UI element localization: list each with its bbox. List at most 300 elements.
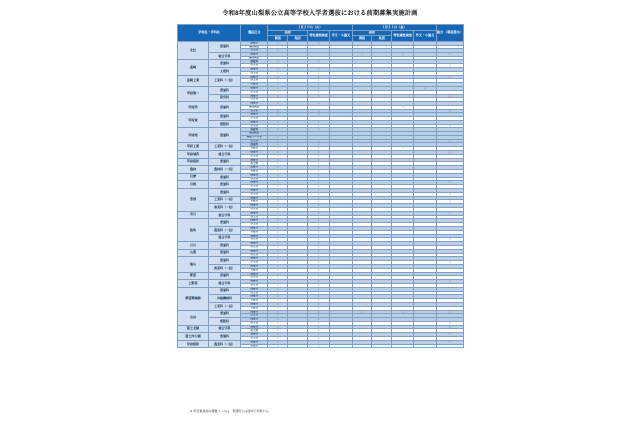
circle-icon: ○ bbox=[276, 67, 279, 72]
course-name-cell: 普通科 bbox=[208, 128, 240, 143]
selection-method-cell: 面接等 bbox=[241, 310, 268, 314]
circle-icon: ○ bbox=[276, 302, 279, 306]
circle-icon: ○ bbox=[276, 124, 279, 128]
selection-method-cell: 作文等 bbox=[241, 329, 268, 333]
circle-icon: ○ bbox=[317, 82, 320, 87]
circle-icon: ○ bbox=[317, 249, 320, 253]
selection-method-cell: 面接等 bbox=[241, 120, 268, 124]
school-name-cell: 山梨 bbox=[178, 249, 209, 257]
header-individual-2: 個別 bbox=[352, 36, 372, 42]
circle-icon: ○ bbox=[276, 71, 279, 75]
circle-icon: ○ bbox=[317, 173, 320, 177]
circle-icon: ○ bbox=[317, 188, 320, 192]
circle-icon: ○ bbox=[317, 302, 320, 306]
circle-icon: ○ bbox=[276, 245, 279, 249]
selection-method-cell: 適性検査 bbox=[241, 132, 268, 136]
mark-cell-empty bbox=[372, 344, 392, 348]
course-name-cell: 文理科 bbox=[208, 68, 240, 76]
school-name-cell: 富士北稜 bbox=[178, 325, 209, 333]
circle-icon: ○ bbox=[448, 321, 451, 325]
selection-method-cell: 実技等 bbox=[241, 344, 268, 348]
circle-icon: ○ bbox=[317, 75, 320, 79]
circle-icon: ○ bbox=[317, 101, 320, 106]
selection-method-cell: 面接等 bbox=[241, 166, 268, 170]
mark-cell-empty bbox=[414, 344, 436, 348]
circle-icon: ○ bbox=[276, 158, 279, 162]
selection-method-cell: 理数コース等 bbox=[241, 135, 268, 139]
school-name-cell: 韮崎 bbox=[178, 60, 209, 75]
school-name-cell: 都留 bbox=[178, 272, 209, 280]
selection-method-cell: 作文等 bbox=[241, 276, 268, 280]
selection-method-cell: 面接等 bbox=[241, 302, 268, 306]
header-interview-1: 面接 bbox=[268, 30, 308, 36]
course-name-cell: 理数科 bbox=[208, 318, 240, 326]
selection-method-cell: 面接等 bbox=[241, 189, 268, 193]
circle-icon: ○ bbox=[276, 78, 279, 83]
circle-icon: ○ bbox=[317, 306, 320, 310]
circle-icon: ○ bbox=[276, 135, 279, 139]
selection-method-cell: 面接等 bbox=[241, 143, 268, 147]
circle-icon: ○ bbox=[276, 180, 279, 185]
selection-method-cell: 作文等 bbox=[241, 117, 268, 121]
circle-icon: ○ bbox=[448, 260, 451, 265]
circle-icon: ○ bbox=[276, 306, 279, 310]
circle-icon: ○ bbox=[276, 226, 279, 230]
circle-icon: ○ bbox=[317, 165, 320, 170]
circle-icon: ○ bbox=[276, 275, 279, 280]
circle-icon: ○ bbox=[276, 184, 279, 189]
circle-icon: ○ bbox=[317, 177, 320, 181]
circle-icon: ○ bbox=[317, 203, 320, 208]
circle-icon: ○ bbox=[317, 336, 320, 341]
circle-icon: ○ bbox=[448, 75, 451, 79]
selection-method-cell: 面接等 bbox=[241, 94, 268, 98]
selection-method-cell: 作文等 bbox=[241, 177, 268, 181]
course-name-cell: 普通科 bbox=[208, 87, 240, 95]
circle-icon: ○ bbox=[276, 173, 279, 177]
circle-icon: ○ bbox=[276, 336, 279, 341]
course-name-cell: 商業科（一括） bbox=[208, 204, 240, 212]
selection-method-cell: 面接等 bbox=[241, 102, 268, 106]
selection-method-cell: 面接等 bbox=[241, 287, 268, 291]
circle-icon: ○ bbox=[276, 268, 279, 272]
circle-icon: ○ bbox=[448, 310, 451, 314]
circle-icon: ○ bbox=[276, 41, 279, 45]
selection-method-cell: 作文等 bbox=[241, 223, 268, 227]
circle-icon: ○ bbox=[448, 150, 451, 155]
circle-icon: ○ bbox=[276, 120, 279, 124]
circle-icon: ○ bbox=[448, 325, 451, 329]
circle-icon: ○ bbox=[448, 199, 451, 204]
course-name-cell: 普通科 bbox=[208, 181, 240, 189]
course-name-cell: 普通科 bbox=[208, 219, 240, 227]
selection-method-cell: 面接等 bbox=[241, 128, 268, 132]
mark-cell-empty bbox=[436, 344, 463, 348]
selection-method-cell: 面接等 bbox=[241, 325, 268, 329]
selection-method-cell: 面接等 bbox=[241, 113, 268, 117]
mark-cell-circle bbox=[268, 344, 288, 348]
circle-icon: ○ bbox=[276, 207, 279, 211]
circle-icon: ○ bbox=[317, 313, 320, 318]
school-name-cell: 甲府南 bbox=[178, 128, 209, 143]
circle-icon: ○ bbox=[317, 275, 320, 280]
course-name-cell: 普通科 bbox=[208, 102, 240, 113]
selection-method-cell: 作文等 bbox=[241, 337, 268, 341]
course-name-cell: 普通科 bbox=[208, 189, 240, 197]
circle-icon: ○ bbox=[317, 328, 320, 333]
circle-icon: ○ bbox=[276, 287, 279, 291]
circle-icon: ○ bbox=[276, 203, 279, 208]
selection-method-cell: 面接等 bbox=[241, 87, 268, 91]
circle-icon: ○ bbox=[317, 71, 320, 75]
mark-cell-circle bbox=[307, 344, 329, 348]
header-overall: 総合 （事前提出） bbox=[436, 25, 463, 42]
selection-method-cell: 実技等 bbox=[241, 170, 268, 174]
course-name-cell: 普通科 bbox=[208, 287, 240, 295]
circle-icon: ○ bbox=[317, 298, 320, 303]
selection-method-cell: 面接等 bbox=[241, 211, 268, 215]
circle-icon: ○ bbox=[317, 340, 320, 344]
circle-icon: ○ bbox=[317, 146, 320, 151]
selection-method-cell: 作文等 bbox=[241, 64, 268, 68]
circle-icon: ○ bbox=[276, 165, 279, 170]
circle-icon: ○ bbox=[317, 283, 320, 287]
circle-icon: ○ bbox=[317, 67, 320, 72]
selection-method-cell: 作文等 bbox=[241, 291, 268, 295]
selection-method-cell: 実技等 bbox=[241, 268, 268, 272]
selection-method-cell: 作文等 bbox=[241, 71, 268, 75]
circle-icon: ○ bbox=[317, 325, 320, 329]
header-school-name: 学校名・学科名 bbox=[178, 25, 241, 42]
school-name-cell: 笛吹 bbox=[178, 219, 209, 242]
header-date-group-1: １月２０日（火） bbox=[268, 25, 352, 31]
course-name-cell: 総合学科 bbox=[208, 325, 240, 333]
circle-icon: ○ bbox=[317, 124, 320, 128]
circle-icon: ○ bbox=[276, 332, 279, 337]
circle-icon: ○ bbox=[448, 180, 451, 185]
school-name-cell: 青洲 bbox=[178, 189, 209, 212]
selection-method-cell: 面接等 bbox=[241, 158, 268, 162]
circle-icon: ○ bbox=[276, 86, 279, 90]
course-name-cell: 普通科 bbox=[208, 310, 240, 318]
selection-method-cell: 作文等 bbox=[241, 90, 268, 94]
circle-icon: ○ bbox=[276, 75, 279, 79]
selection-method-cell: 適性検査 bbox=[241, 105, 268, 109]
circle-icon: ○ bbox=[401, 310, 404, 314]
circle-icon: ○ bbox=[276, 199, 279, 204]
selection-method-cell: 面接等 bbox=[241, 181, 268, 185]
circle-icon: ○ bbox=[276, 222, 279, 227]
school-name-cell: 市川 bbox=[178, 211, 209, 219]
admission-plan-table bbox=[177, 24, 464, 348]
circle-icon: ○ bbox=[276, 90, 279, 94]
circle-icon: ○ bbox=[448, 109, 451, 113]
header-selection-section: 選抜区分 bbox=[241, 25, 268, 42]
circle-icon: ○ bbox=[317, 158, 320, 162]
course-name-cell: 普通科 bbox=[208, 249, 240, 257]
mark-cell-empty bbox=[330, 344, 352, 348]
selection-method-cell: 作文等 bbox=[241, 314, 268, 318]
course-name-cell: 総合学科 bbox=[208, 53, 240, 60]
circle-icon: ○ bbox=[401, 52, 404, 56]
course-name-cell: 農業科（一括） bbox=[208, 226, 240, 234]
circle-icon: ○ bbox=[317, 196, 320, 200]
course-name-cell: 再建機械科 bbox=[208, 295, 240, 303]
circle-icon: ○ bbox=[276, 328, 279, 333]
circle-icon: ○ bbox=[276, 82, 279, 87]
circle-icon: ○ bbox=[276, 325, 279, 329]
circle-icon: ○ bbox=[317, 90, 320, 94]
school-name-cell: 北杜 bbox=[178, 41, 209, 60]
circle-icon: ○ bbox=[276, 59, 279, 64]
selection-method-cell: 作文等 bbox=[241, 261, 268, 265]
circle-icon: ○ bbox=[276, 169, 279, 174]
circle-icon: ○ bbox=[276, 127, 279, 132]
selection-method-cell: 作文等 bbox=[241, 124, 268, 128]
school-name-cell: 甲府昭和 bbox=[178, 158, 209, 166]
circle-icon: ○ bbox=[317, 59, 320, 64]
table-footnote: ※ 甲府東高校の理数コースは、普通科とは別枠で実施する。 bbox=[190, 409, 272, 413]
header-essay-1: 作文・小論文 bbox=[330, 30, 352, 41]
course-name-cell: 普通科 bbox=[208, 41, 240, 52]
circle-icon: ○ bbox=[276, 283, 279, 287]
selection-method-cell: 作文等 bbox=[241, 98, 268, 102]
course-name-cell: 普通科 bbox=[208, 257, 240, 265]
circle-icon: ○ bbox=[276, 253, 279, 257]
circle-icon: ○ bbox=[317, 207, 320, 211]
selection-method-cell: 面接等 bbox=[241, 272, 268, 276]
header-interview-2: 面接 bbox=[352, 30, 392, 36]
selection-method-cell: 実技等 bbox=[241, 306, 268, 310]
selection-method-cell: 適性検査 bbox=[241, 56, 268, 60]
circle-icon: ○ bbox=[276, 48, 279, 53]
circle-icon: ○ bbox=[276, 188, 279, 192]
selection-method-cell: 面接等 bbox=[241, 264, 268, 268]
school-name-cell: 吉田 bbox=[178, 310, 209, 325]
circle-icon: ○ bbox=[276, 161, 279, 166]
selection-method-cell: 面接等 bbox=[241, 151, 268, 155]
circle-icon: ○ bbox=[276, 215, 279, 219]
school-name-cell: 日川 bbox=[178, 242, 209, 250]
selection-method-cell: 作文等 bbox=[241, 321, 268, 325]
circle-icon: ○ bbox=[448, 52, 451, 56]
circle-icon: ○ bbox=[276, 101, 279, 106]
course-name-cell: 農業科（一括） bbox=[208, 340, 240, 348]
circle-icon: ○ bbox=[276, 234, 279, 238]
circle-icon: ○ bbox=[317, 211, 320, 215]
school-name-cell: 上野原 bbox=[178, 280, 209, 288]
circle-icon: ○ bbox=[276, 142, 279, 147]
selection-method-cell: 面接等 bbox=[241, 68, 268, 72]
selection-method-cell: 適性検査 bbox=[241, 45, 268, 49]
circle-icon: ○ bbox=[317, 184, 320, 189]
plan-table-container bbox=[177, 24, 464, 348]
circle-icon: ○ bbox=[276, 249, 279, 253]
mark-cell-empty bbox=[392, 344, 414, 348]
selection-method-cell: 作文等 bbox=[241, 283, 268, 287]
circle-icon: ○ bbox=[317, 199, 320, 204]
circle-icon: ○ bbox=[317, 226, 320, 230]
selection-method-cell: 面接等 bbox=[241, 257, 268, 261]
circle-icon: ○ bbox=[276, 237, 279, 242]
circle-icon: ○ bbox=[448, 279, 451, 284]
circle-icon: ○ bbox=[276, 272, 279, 276]
circle-icon: ○ bbox=[317, 291, 320, 295]
selection-method-cell: 実技等 bbox=[241, 230, 268, 234]
selection-method-cell: 面接等 bbox=[241, 75, 268, 79]
circle-icon: ○ bbox=[276, 310, 279, 314]
circle-icon: ○ bbox=[448, 211, 451, 215]
circle-icon: ○ bbox=[448, 237, 451, 242]
school-name-cell: 甲府西 bbox=[178, 102, 209, 113]
circle-icon: ○ bbox=[317, 112, 320, 117]
circle-icon: ○ bbox=[317, 169, 320, 174]
selection-method-cell: 作文等 bbox=[241, 207, 268, 211]
selection-method-cell: 面接等 bbox=[241, 219, 268, 223]
selection-method-cell: 実技等 bbox=[241, 83, 268, 87]
selection-method-cell: 作文等 bbox=[241, 215, 268, 219]
selection-method-cell: 面接等 bbox=[241, 280, 268, 284]
school-name-cell: 巨摩 bbox=[178, 173, 209, 181]
circle-icon: ○ bbox=[317, 94, 320, 98]
circle-icon: ○ bbox=[317, 192, 320, 196]
circle-icon: ○ bbox=[276, 264, 279, 268]
course-name-cell: 総合学科 bbox=[208, 151, 240, 159]
selection-method-cell: 作文等 bbox=[241, 162, 268, 166]
selection-method-cell: 実技等 bbox=[241, 147, 268, 151]
circle-icon: ○ bbox=[317, 127, 320, 132]
circle-icon: ○ bbox=[401, 146, 404, 151]
circle-icon: ○ bbox=[317, 215, 320, 219]
selection-method-cell: 面接等 bbox=[241, 249, 268, 253]
circle-icon: ○ bbox=[317, 264, 320, 268]
selection-method-cell: 作文等 bbox=[241, 154, 268, 158]
table-body bbox=[178, 41, 464, 348]
circle-icon: ○ bbox=[317, 230, 320, 234]
circle-icon: ○ bbox=[317, 279, 320, 284]
course-name-cell: 総合学科 bbox=[208, 234, 240, 242]
circle-icon: ○ bbox=[317, 109, 320, 113]
header-group-2: 集団 bbox=[372, 36, 392, 42]
course-name-cell: 普通科 bbox=[208, 60, 240, 68]
selection-method-cell: 作文等 bbox=[241, 253, 268, 257]
school-name-cell: 都留興譲館 bbox=[178, 287, 209, 310]
circle-icon: ○ bbox=[276, 256, 279, 261]
course-name-cell: 工業科（一括） bbox=[208, 302, 240, 310]
selection-method-cell: 面接等 bbox=[241, 234, 268, 238]
circle-icon: ○ bbox=[317, 142, 320, 147]
circle-icon: ○ bbox=[276, 344, 279, 348]
circle-icon: ○ bbox=[317, 253, 320, 257]
circle-icon: ○ bbox=[317, 154, 320, 158]
circle-icon: ○ bbox=[276, 291, 279, 295]
circle-icon: ○ bbox=[276, 154, 279, 158]
circle-icon: ○ bbox=[276, 230, 279, 234]
course-name-cell: 商業科（一括） bbox=[208, 264, 240, 272]
circle-icon: ○ bbox=[276, 218, 279, 223]
header-date-group-2: １月２１日（金） bbox=[352, 25, 436, 31]
circle-icon: ○ bbox=[317, 287, 320, 291]
circle-icon: ○ bbox=[317, 237, 320, 242]
circle-icon: ○ bbox=[448, 340, 451, 344]
circle-icon: ○ bbox=[317, 139, 320, 143]
header-aptitude-1: 特色適性検査 bbox=[307, 30, 329, 41]
course-name-cell: 普通科 bbox=[208, 242, 240, 250]
circle-icon: ○ bbox=[317, 268, 320, 272]
course-name-cell: 農林科（一括） bbox=[208, 166, 240, 174]
course-name-cell: 普通科 bbox=[208, 272, 240, 280]
course-name-cell: 工業科（一括） bbox=[208, 196, 240, 204]
course-name-cell: 理数科 bbox=[208, 120, 240, 128]
circle-icon: ○ bbox=[448, 332, 451, 337]
circle-icon: ○ bbox=[276, 298, 279, 303]
circle-icon: ○ bbox=[276, 94, 279, 98]
school-name-cell: 白根 bbox=[178, 181, 209, 189]
circle-icon: ○ bbox=[276, 192, 279, 196]
circle-icon: ○ bbox=[276, 196, 279, 200]
selection-method-cell: 作文等 bbox=[241, 185, 268, 189]
circle-icon: ○ bbox=[317, 256, 320, 261]
selection-method-cell: 作文等 bbox=[241, 192, 268, 196]
circle-icon: ○ bbox=[276, 109, 279, 113]
circle-icon: ○ bbox=[276, 313, 279, 318]
circle-icon: ○ bbox=[401, 105, 404, 109]
circle-icon: ○ bbox=[317, 272, 320, 276]
school-name-cell: 塩山 bbox=[178, 257, 209, 272]
circle-icon: ○ bbox=[317, 86, 320, 90]
circle-icon: ○ bbox=[276, 112, 279, 117]
circle-icon: ○ bbox=[317, 310, 320, 314]
circle-icon: ○ bbox=[317, 344, 320, 348]
selection-method-cell: 作文等 bbox=[241, 238, 268, 242]
circle-icon: ○ bbox=[317, 41, 320, 45]
selection-method-cell: 面接等 bbox=[241, 295, 268, 299]
circle-icon: ○ bbox=[448, 63, 451, 68]
course-name-cell: 工業科（一括） bbox=[208, 143, 240, 151]
selection-method-cell: 面接等 bbox=[241, 226, 268, 230]
circle-icon: ○ bbox=[276, 177, 279, 181]
header-individual-1: 個別 bbox=[268, 36, 288, 42]
course-name-cell: 総合学科 bbox=[208, 211, 240, 219]
selection-method-cell: 作文等 bbox=[241, 245, 268, 249]
circle-icon: ○ bbox=[448, 94, 451, 98]
circle-icon: ○ bbox=[276, 150, 279, 155]
circle-icon: ○ bbox=[317, 317, 320, 322]
selection-method-cell: 作文等 bbox=[241, 49, 268, 53]
school-name-cell: 甲府東 bbox=[178, 113, 209, 128]
course-name-cell: 総合学科 bbox=[208, 280, 240, 288]
circle-icon: ○ bbox=[317, 218, 320, 223]
selection-method-cell: 実技等 bbox=[241, 200, 268, 204]
circle-icon: ○ bbox=[317, 120, 320, 124]
selection-method-cell: 面接等 bbox=[241, 53, 268, 57]
selection-method-cell: 実技等 bbox=[241, 299, 268, 303]
circle-icon: ○ bbox=[317, 234, 320, 238]
selection-method-cell: 面接等 bbox=[241, 333, 268, 337]
selection-method-cell: 面接等 bbox=[241, 173, 268, 177]
selection-method-cell: 作文等 bbox=[241, 109, 268, 113]
circle-icon: ○ bbox=[276, 317, 279, 322]
mark-cell-empty bbox=[288, 344, 308, 348]
selection-method-cell: 作文等 bbox=[241, 139, 268, 143]
selection-method-cell: 面接等 bbox=[241, 41, 268, 45]
circle-icon: ○ bbox=[276, 294, 279, 299]
selection-method-cell: 作文等 bbox=[241, 79, 268, 83]
circle-icon: ○ bbox=[276, 211, 279, 215]
selection-method-cell: 面接等 bbox=[241, 60, 268, 64]
circle-icon: ○ bbox=[317, 78, 320, 83]
school-name-cell: 甲府昭和 bbox=[178, 340, 209, 348]
